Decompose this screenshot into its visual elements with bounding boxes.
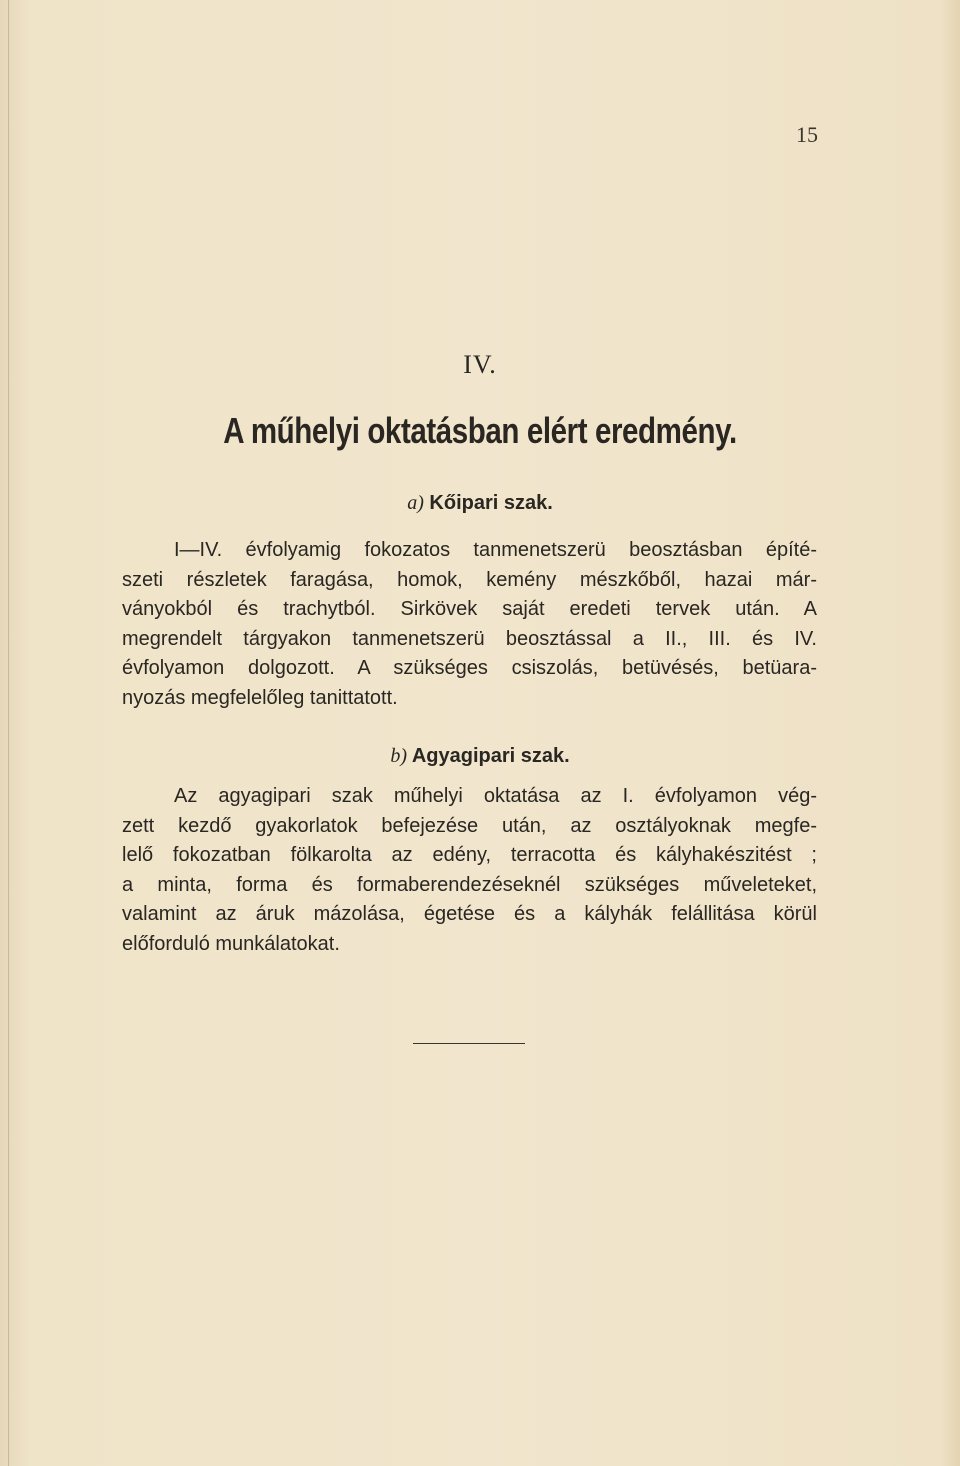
paragraph-line: évfolyamon dolgozott. A szükséges csiszolás, betüvésés, betüara-	[122, 657, 817, 680]
binding-edge	[8, 0, 9, 1466]
paragraph-line: valamint az áruk mázolása, égetése és a kályhák felállitása körül	[122, 903, 817, 926]
page-number: 15	[796, 122, 818, 147]
paragraph-line: ványokból és trachytból. Sirkövek saját eredeti tervek után. A	[122, 598, 817, 621]
section-b-paragraph	[122, 782, 817, 960]
closing-rule	[413, 1043, 525, 1044]
paragraph-line: előforduló munkálatokat.	[122, 932, 340, 955]
section-b-heading	[0, 745, 960, 768]
paragraph-line: zett kezdő gyakorlatok befejezése után, az osztályoknak megfe-	[122, 814, 817, 837]
section-a-paragraph	[122, 536, 817, 714]
paragraph-line: a minta, forma és formaberendezéseknél szükséges műveleteket,	[122, 873, 817, 896]
page-title: A műhelyi oktatásban elért eredmény.	[223, 410, 737, 451]
paragraph-line: I—IV. évfolyamig fokozatos tanmenetszerü beosztásban építé-	[174, 539, 817, 561]
paragraph-line: megrendelt tárgyakon tanmenetszerü beosztással a II., III. és IV.	[122, 627, 817, 650]
paragraph-line: lelő fokozatban fölkarolta az edény, terracotta és kályhakészitést ;	[122, 844, 817, 867]
paragraph-line: nyozás megfelelőleg tanittatott.	[122, 686, 398, 709]
section-b-title: Agyagipari szak.	[411, 745, 570, 767]
section-a-heading	[0, 492, 960, 515]
chapter-number: IV.	[463, 350, 497, 379]
section-a-title: Kőipari szak.	[429, 492, 553, 514]
section-a-letter: a)	[407, 492, 424, 514]
section-b-letter: b)	[390, 745, 407, 767]
paragraph-line: Az agyagipari szak műhelyi oktatása az I. évfolyamon vég-	[174, 785, 817, 807]
paragraph-line: szeti részletek faragása, homok, kemény mészkőből, hazai már-	[122, 568, 817, 591]
